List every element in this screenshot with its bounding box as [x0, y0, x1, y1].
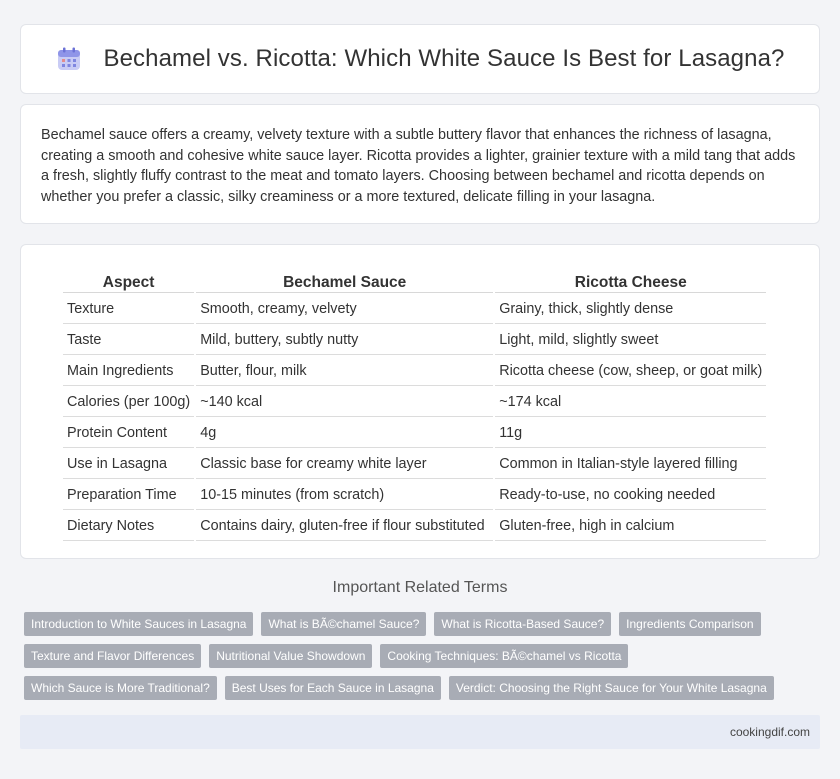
table-row — [63, 357, 766, 386]
column-header-bechamel: Bechamel Sauce — [196, 269, 493, 293]
related-term-tag[interactable]: Best Uses for Each Sauce in Lasagna — [225, 676, 441, 700]
ricotta-cell: Ricotta cheese (cow, sheep, or goat milk) — [495, 357, 766, 386]
related-term-tag[interactable]: Ingredients Comparison — [619, 612, 760, 636]
ricotta-cell: 11g — [495, 419, 766, 448]
aspect-cell: Protein Content — [63, 419, 194, 448]
table-row — [63, 450, 766, 479]
comparison-table — [61, 267, 768, 543]
aspect-cell: Main Ingredients — [63, 357, 194, 386]
intro-paragraph: Bechamel sauce offers a creamy, velvety texture with a subtle buttery flavor that enhances the richness of lasagna, creating a smooth and cohesive white sauce layer. Ricotta provides a lighter, grainier texture with a mild tang that adds a fresh, slightly fluffy contrast to the meat and tomato layers. Choosing between bechamel and ricotta depends on whether you prefer a classic, silky creaminess or a more textured, delicate filling in your lasagna. — [41, 127, 796, 205]
header-inner — [56, 45, 785, 73]
aspect-cell: Calories (per 100g) — [63, 388, 194, 417]
table-row — [63, 512, 766, 541]
column-header-aspect: Aspect — [63, 269, 194, 293]
related-term-tag[interactable]: Cooking Techniques: BÃ©chamel vs Ricotta — [380, 644, 628, 668]
table-row — [63, 481, 766, 510]
page-title: Bechamel vs. Ricotta: Which White Sauce Is Best for Lasagna? — [103, 45, 785, 72]
table-row — [63, 295, 766, 324]
footer — [20, 715, 820, 749]
bechamel-cell: Mild, buttery, subtly nutty — [196, 326, 493, 355]
ricotta-cell: Common in Italian-style layered filling — [495, 450, 766, 479]
related-term-tag[interactable]: Which Sauce is More Traditional? — [24, 676, 217, 700]
intro-card — [20, 104, 820, 224]
ricotta-cell: Light, mild, slightly sweet — [495, 326, 766, 355]
footer-site-name[interactable]: cookingdif.com — [729, 725, 810, 739]
related-term-tag[interactable]: Verdict: Choosing the Right Sauce for Your White Lasagna — [449, 676, 774, 700]
aspect-cell: Use in Lasagna — [63, 450, 194, 479]
calendar-grid-icon — [56, 46, 82, 72]
table-row — [63, 326, 766, 355]
related-term-tag[interactable]: Introduction to White Sauces in Lasagna — [24, 612, 253, 636]
related-terms-tags — [24, 612, 824, 700]
bechamel-cell: Classic base for creamy white layer — [196, 450, 493, 479]
comparison-table-card — [20, 244, 820, 559]
aspect-cell: Dietary Notes — [63, 512, 194, 541]
bechamel-cell: 4g — [196, 419, 493, 448]
table-row — [63, 419, 766, 448]
aspect-cell: Texture — [63, 295, 194, 324]
aspect-cell: Preparation Time — [63, 481, 194, 510]
related-term-tag[interactable]: What is BÃ©chamel Sauce? — [261, 612, 426, 636]
related-term-tag[interactable]: Texture and Flavor Differences — [24, 644, 201, 668]
related-term-tag[interactable]: What is Ricotta-Based Sauce? — [434, 612, 611, 636]
bechamel-cell: Contains dairy, gluten-free if flour substituted — [196, 512, 493, 541]
bechamel-cell: 10-15 minutes (from scratch) — [196, 481, 493, 510]
header-card — [20, 24, 820, 94]
table-row — [63, 388, 766, 417]
ricotta-cell: Gluten-free, high in calcium — [495, 512, 766, 541]
column-header-ricotta: Ricotta Cheese — [495, 269, 766, 293]
ricotta-cell: Ready-to-use, no cooking needed — [495, 481, 766, 510]
related-term-tag[interactable]: Nutritional Value Showdown — [209, 644, 372, 668]
bechamel-cell: ~140 kcal — [196, 388, 493, 417]
related-terms-heading: Important Related Terms — [332, 579, 508, 596]
table-header-row — [63, 269, 766, 293]
aspect-cell: Taste — [63, 326, 194, 355]
bechamel-cell: Smooth, creamy, velvety — [196, 295, 493, 324]
ricotta-cell: ~174 kcal — [495, 388, 766, 417]
ricotta-cell: Grainy, thick, slightly dense — [495, 295, 766, 324]
bechamel-cell: Butter, flour, milk — [196, 357, 493, 386]
